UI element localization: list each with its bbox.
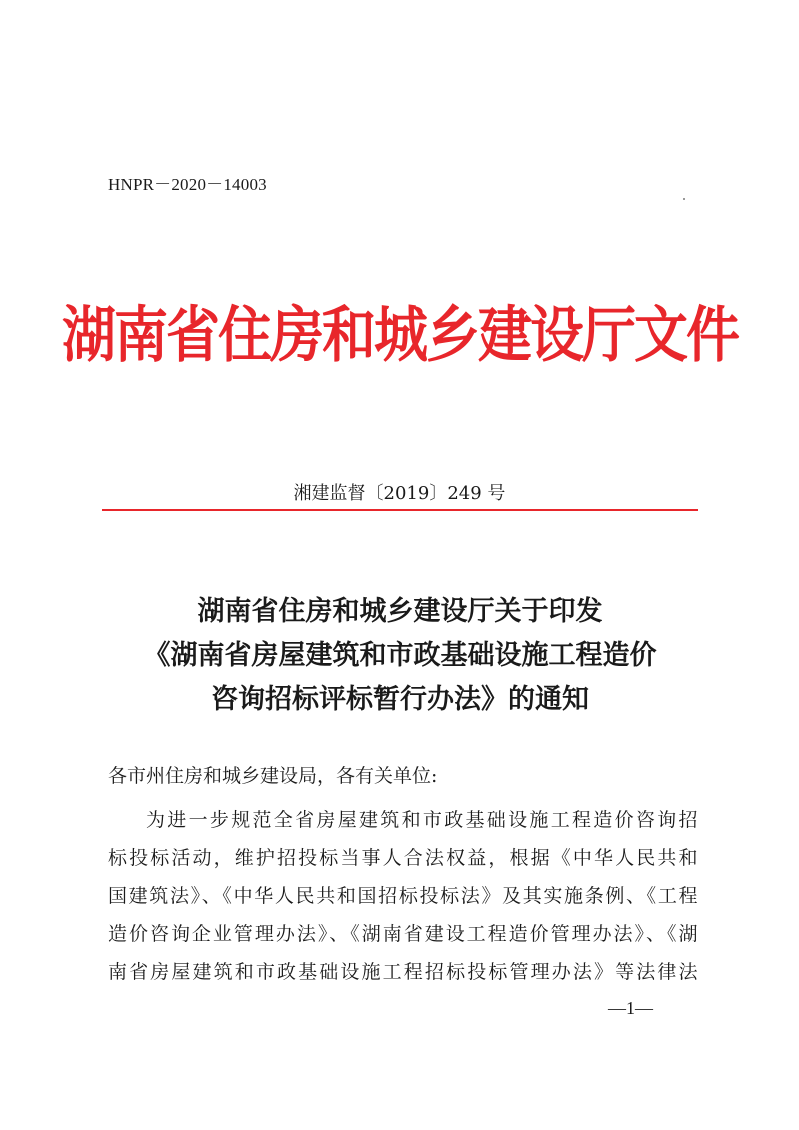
red-divider-line <box>102 509 698 511</box>
salutation: 各市州住房和城乡建设局，各有关单位: <box>108 765 438 787</box>
body-line: 标投标活动，维护招投标当事人合法权益，根据《中华人民共和 <box>108 847 698 869</box>
scan-speck <box>683 198 685 200</box>
masthead-title: 湖南省住房和城乡建设厅文件 <box>62 299 738 371</box>
notice-title-line: 咨询招标评标暂行办法》的通知 <box>211 684 589 715</box>
notice-title-line: 湖南省住房和城乡建设厅关于印发 <box>197 596 603 627</box>
body-line: 南省房屋建筑和市政基础设施工程招标投标管理办法》等法律法 <box>108 961 698 983</box>
page-number: —1— <box>608 998 653 1018</box>
body-line: 国建筑法》、《中华人民共和国招标投标法》及其实施条例、《工程 <box>108 885 698 907</box>
body-line: 为进一步规范全省房屋建筑和市政基础设施工程造价咨询招 <box>146 809 698 831</box>
body-paragraph <box>108 801 698 991</box>
document-code: HNPR－2020－14003 <box>108 175 267 194</box>
body-line: 造价咨询企业管理办法》、《湖南省建设工程造价管理办法》、《湖 <box>108 923 698 945</box>
notice-title <box>70 590 730 722</box>
notice-title-line: 《湖南省房屋建筑和市政基础设施工程造价 <box>143 640 657 671</box>
document-number: 湘建监督〔2019〕249 号 <box>293 483 506 504</box>
